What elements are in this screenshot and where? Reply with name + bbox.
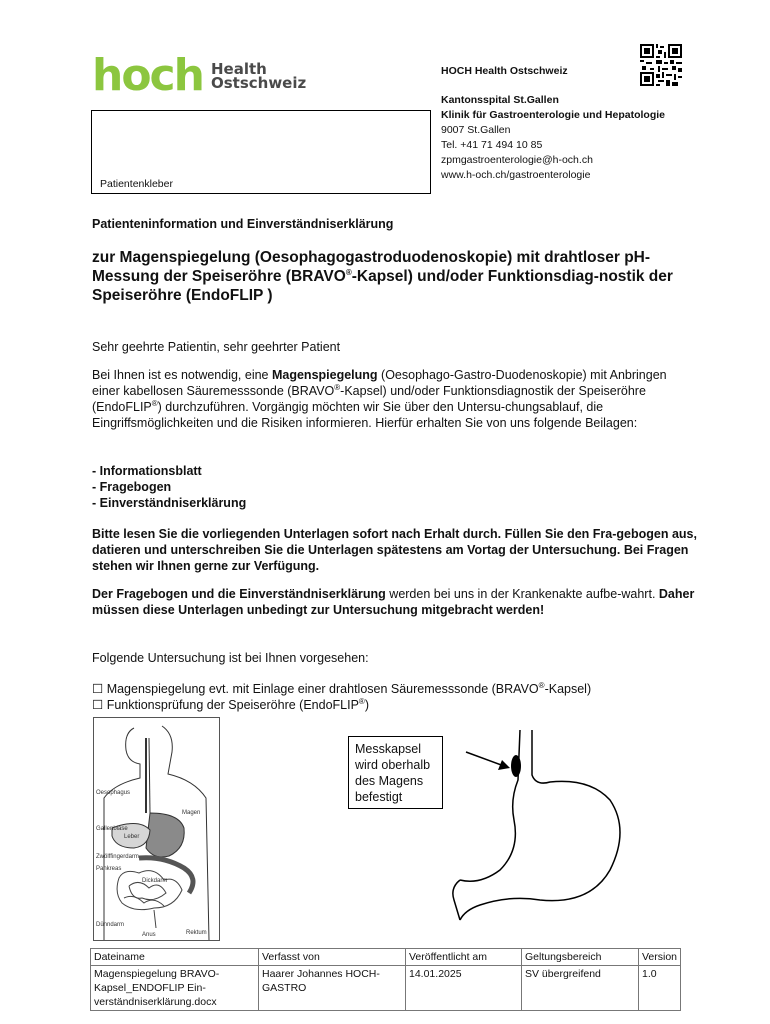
label-dickdarm: Dickdarm <box>142 878 168 884</box>
capsule-note-line: befestigt <box>355 790 403 804</box>
label-oesophagus: Oesophagus <box>96 790 131 796</box>
phone: Tel. +41 71 494 10 85 <box>441 139 543 151</box>
intro-text-4: ) durchzuführen. Vorgängig möchten wir Sie über den Untersu-chungsablauf, die Eingriffsmöglichkeiten und die Risiken informieren. Hierfür erhalten Sie von uns folgende Beilagen: <box>92 400 638 430</box>
label-duenndarm: Dünndarm <box>96 922 125 928</box>
enclosure-item: - Einverständniserklärung <box>92 496 247 510</box>
intro-text-3: -Kapsel) und/oder Funktionsdiagnostik der Speiseröhre (EndoFLIP <box>92 384 646 414</box>
table-cell: Haarer Johannes HOCH-GASTRO <box>259 966 406 1011</box>
label-leber: Leber <box>124 834 140 840</box>
logo-line-2: Ostschweiz <box>210 74 307 92</box>
checkbox-icon[interactable]: ☐ <box>92 682 104 696</box>
table-header: Dateiname <box>91 949 259 966</box>
label-anus: Anus <box>142 932 156 938</box>
planned-exam-heading: Folgende Untersuchung ist bei Ihnen vorgesehen: <box>92 651 369 665</box>
capsule-note-box <box>348 736 443 809</box>
table-cell: 14.01.2025 <box>406 966 522 1011</box>
table-header: Veröffentlicht am <box>406 949 522 966</box>
hospital-name: Kantonsspital St.Gallen <box>441 94 559 106</box>
salutation: Sehr geehrte Patientin, sehr geehrter Patient <box>92 340 341 354</box>
registered-mark: ® <box>334 382 341 392</box>
intro-text-1: Bei Ihnen ist es notwendig, eine <box>92 368 272 382</box>
registered-mark: ® <box>151 398 158 408</box>
table-row <box>91 966 681 1011</box>
patient-sticker-label: Patientenkleber <box>100 178 173 190</box>
option-label-end: -Kapsel) <box>544 682 592 696</box>
main-title-part2: -Kapsel) und/oder Funktionsdiag-nostik der Speiseröhre (EndoFLIP ) <box>92 268 673 304</box>
website: www.h-och.ch/gastroenterologie <box>441 169 591 181</box>
main-title-part1: zur Magenspiegelung (Oesophagogastroduodenoskopie) mit drahtloser pH-Messung der Speiseröhre (BRAVO <box>92 249 651 285</box>
table-header-row <box>91 949 681 966</box>
city: 9007 St.Gallen <box>441 124 511 136</box>
exam-option-gastroscopy[interactable] <box>92 681 697 697</box>
document-metadata-table <box>90 948 681 1011</box>
enclosure-item: - Informationsblatt <box>92 464 202 478</box>
checkbox-icon[interactable]: ☐ <box>92 698 104 712</box>
table-header: Geltungsbereich <box>522 949 639 966</box>
hoch-logo <box>92 50 307 101</box>
option-label: Funktionsprüfung der Speiseröhre (EndoFLIP <box>103 698 359 712</box>
storage-text: werden bei uns in der Krankenakte aufbe-wahrt. <box>385 587 659 601</box>
option-label-end: ) <box>364 698 369 712</box>
capsule-note-line: Messkapsel <box>355 742 421 756</box>
table-header: Verfasst von <box>259 949 406 966</box>
table-cell: Magenspiegelung BRAVO-Kapsel_ENDOFLIP Ein-verständniserklärung.docx <box>91 966 259 1011</box>
clinic-name: Klinik für Gastroenterologie und Hepatologie <box>441 109 666 121</box>
registered-mark: ® <box>538 680 545 690</box>
capsule-note-line: des Magens <box>355 774 424 788</box>
table-cell: SV übergreifend <box>522 966 639 1011</box>
label-gallenblase: Gallenblase <box>96 826 128 832</box>
enclosure-list <box>92 463 697 511</box>
storage-bold-2: Daher müssen diese Unterlagen unbedingt zur Untersuchung mitgebracht werden! <box>92 587 695 617</box>
logo-wordmark: hoch <box>92 50 203 101</box>
capsule-note-line: wird oberhalb <box>355 758 431 772</box>
table-cell: 1.0 <box>639 966 681 1011</box>
stomach-illustration <box>440 720 700 940</box>
table-header: Version <box>639 949 681 966</box>
logo-line-1: Health <box>210 60 267 78</box>
digestive-anatomy-illustration <box>93 717 220 941</box>
storage-paragraph <box>92 586 697 618</box>
label-rektum: Rektum <box>186 930 207 936</box>
registered-mark: ® <box>345 267 352 277</box>
enclosure-item: - Fragebogen <box>92 480 172 494</box>
main-title <box>92 248 692 305</box>
email: zpmgastroenterologie@h-och.ch <box>441 154 593 166</box>
label-pankreas: Pankreas <box>96 866 122 872</box>
logo-subtitle <box>211 62 306 90</box>
option-label: Magenspiegelung evt. mit Einlage einer drahtlosen Säuremesssonde (BRAVO <box>103 682 539 696</box>
registered-mark: ® <box>358 696 365 706</box>
intro-paragraph <box>92 367 697 431</box>
label-zwoelffingerdarm: Zwölffingerdarm <box>96 854 139 860</box>
intro-text-2: (Oesophago-Gastro-Duodenoskopie) mit Anbringen einer kabellosen Säuremesssonde (BRAVO <box>92 368 667 398</box>
label-magen: Magen <box>182 810 201 816</box>
exam-option-endoflip[interactable] <box>92 697 697 713</box>
patient-sticker-box <box>91 110 431 194</box>
address-block <box>441 64 665 183</box>
instruction-paragraph: Bitte lesen Sie die vorliegenden Unterlagen sofort nach Erhalt durch. Füllen Sie den Fra-gebogen aus, datieren und unterschreiben Sie die Unterlagen spätestens am Vortag der Untersuchung. Bei Fragen stehen wir Ihnen gerne zur Verfügung. <box>92 527 697 573</box>
org-name: HOCH Health Ostschweiz <box>441 65 568 77</box>
section-title: Patienteninformation und Einverständniserklärung <box>92 217 394 231</box>
storage-bold-1: Der Fragebogen und die Einverständniserklärung <box>92 587 386 601</box>
intro-bold: Magenspiegelung <box>271 368 378 382</box>
